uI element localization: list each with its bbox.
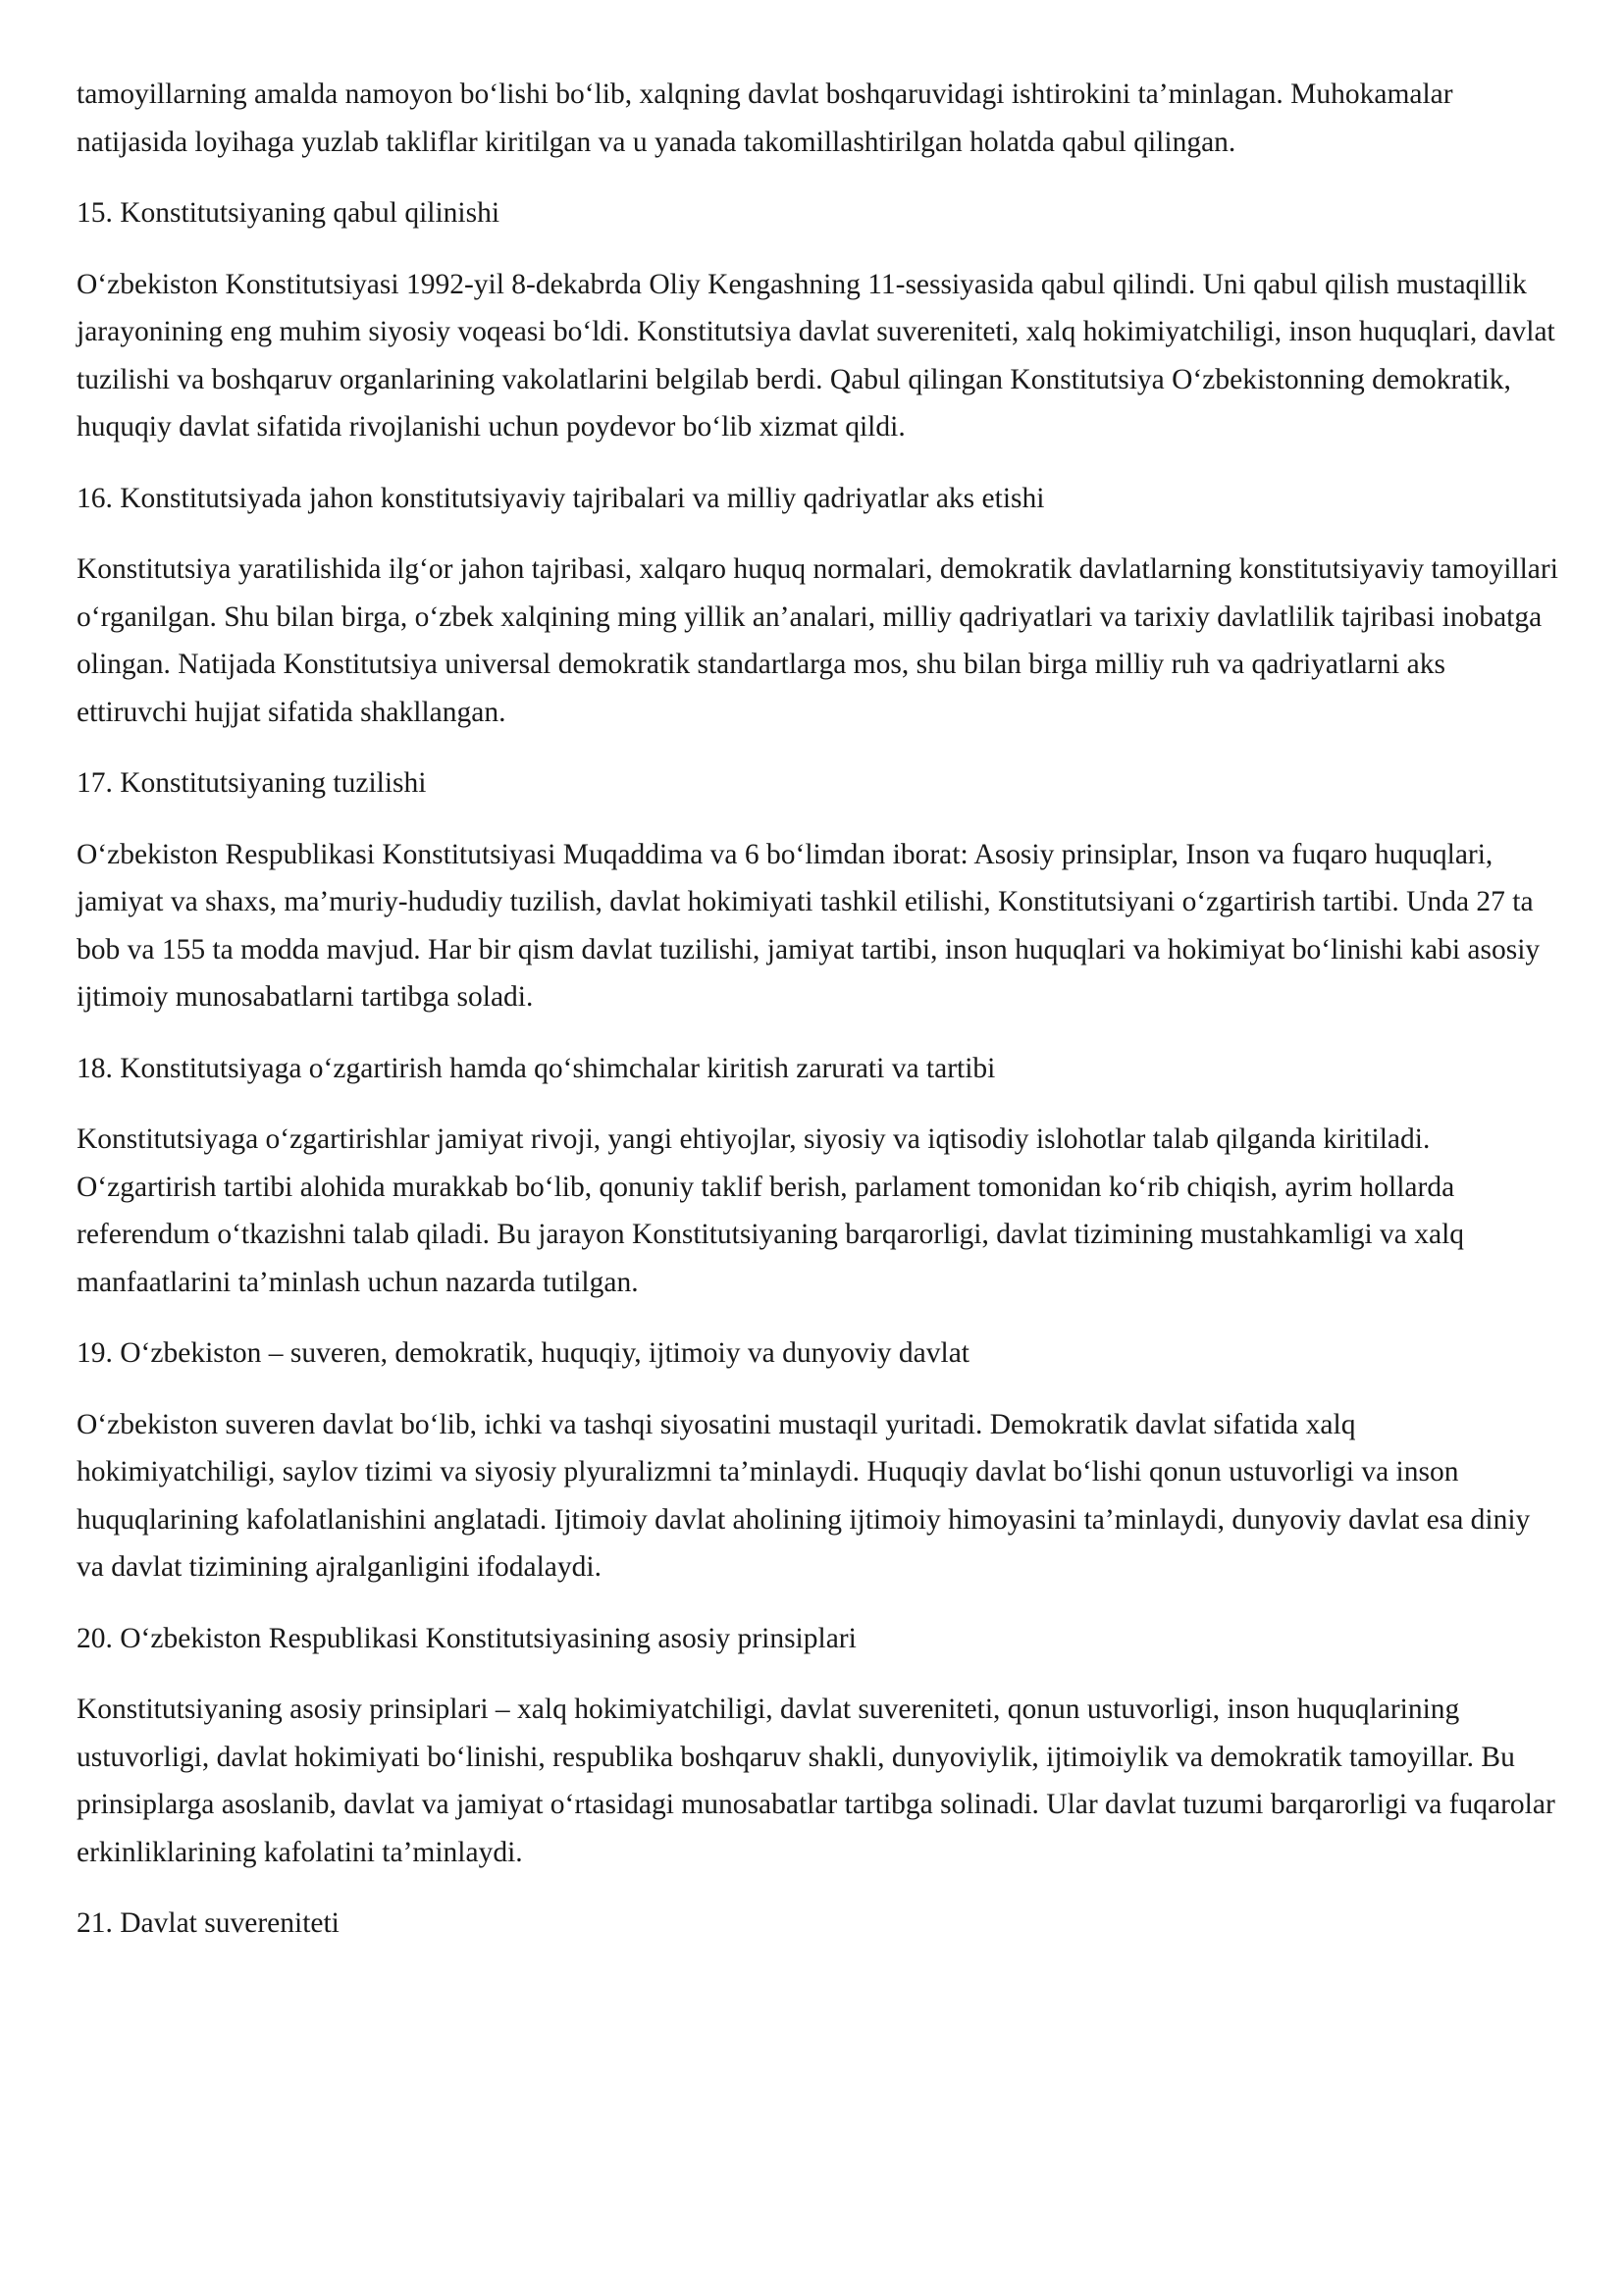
section-18 (77, 1045, 1558, 1307)
section-paragraph: O‘zbekiston Respublikasi Konstitutsiyasi Muqaddima va 6 bo‘limdan iborat: Asosiy prinsiplar, Inson va fuqaro huquqlari, jamiyat va shaxs, ma’muriy-hududiy tuzilish, davlat hokimiyati tashkil etilishi, Konstitutsiyani o‘zgartirish tartibi. Unda 27 ta bob va 155 ta modda mavjud. Har bir qism davlat tuzilishi, jamiyat tartibi, inson huquqlari va hokimiyat bo‘linishi kabi asosiy ijtimoiy munosabatlarni tartibga soladi. (77, 838, 1541, 1013)
section-heading: 15. Konstitutsiyaning qabul qilinishi (77, 197, 500, 229)
section-heading: 20. O‘zbekiston Respublikasi Konstitutsiyasining asosiy prinsiplari (77, 1622, 857, 1654)
section-16 (77, 475, 1558, 737)
continuation-paragraph: tamoyillarning amalda namoyon bo‘lishi bo‘lib, xalqning davlat boshqaruvidagi ishtirokini ta’minlagan. Muhokamalar natijasida loyihaga yuzlab takliflar kiritilgan va u yanada takomillashtirilgan holatda qabul qilingan. (77, 78, 1453, 158)
section-heading: 19. O‘zbekiston – suveren, demokratik, huquqiy, ijtimoiy va dunyoviy davlat (77, 1337, 969, 1369)
section-paragraph: O‘zbekiston Konstitutsiyasi 1992-yil 8-dekabrda Oliy Kengashning 11-sessiyasida qabul qilindi. Uni qabul qilish mustaqillik jarayonining eng muhim siyosiy voqeasi bo‘ldi. Konstitutsiya davlat suvereniteti, xalq hokimiyatchiligi, inson huquqlari, davlat tuzilishi va boshqaruv organlarining vakolatlarini belgilab berdi. Qabul qilingan Konstitutsiya O‘zbekistonning demokratik, huquqiy davlat sifatida rivojlanishi uchun poydevor bo‘lib xizmat qildi. (77, 268, 1555, 443)
section-heading: 16. Konstitutsiyada jahon konstitutsiyaviy tajribalari va milliy qadriyatlar aks etishi (77, 482, 1045, 514)
document-page (77, 71, 1558, 1971)
section-paragraph: Konstitutsiyaga o‘zgartirishlar jamiyat rivoji, yangi ehtiyojlar, siyosiy va iqtisodiy islohotlar talab qilganda kiritiladi. O‘zgartirish tartibi alohida murakkab bo‘lib, qonuniy taklif berish, parlament tomonidan ko‘rib chiqish, ayrim hollarda referendum o‘tkazishni talab qiladi. Bu jarayon Konstitutsiyaning barqarorligi, davlat tizimining mustahkamligi va xalq manfaatlarini ta’minlash uchun nazarda tutilgan. (77, 1123, 1465, 1298)
section-heading: 17. Konstitutsiyaning tuzilishi (77, 767, 427, 799)
section-19 (77, 1330, 1558, 1591)
section-paragraph: Konstitutsiyaning asosiy prinsiplari – xalq hokimiyatchiligi, davlat suvereniteti, qonun ustuvorligi, inson huquqlarining ustuvorligi, davlat hokimiyati bo‘linishi, respublika boshqaruv shakli, dunyoviylik, ijtimoiylik va demokratik tamoyillar. Bu prinsiplarga asoslanib, davlat va jamiyat o‘rtasidagi munosabatlar tartibga solinadi. Ular davlat tuzumi barqarorligi va fuqarolar erkinliklarining kafolatini ta’minlaydi. (77, 1694, 1555, 1868)
section-15 (77, 189, 1558, 451)
section-17 (77, 759, 1558, 1021)
section-heading: 21. Davlat suvereniteti (77, 1907, 340, 1939)
section-paragraph: Konstitutsiya yaratilishida ilg‘or jahon tajribasi, xalqaro huquq normalari, demokratik davlatlarning konstitutsiyaviy tamoyillari o‘rganilgan. Shu bilan birga, o‘zbek xalqining ming yillik an’analari, milliy qadriyatlari va tarixiy davlatlilik tajribasi inobatga olingan. Natijada Konstitutsiya universal demokratik standartlarga mos, shu bilan birga milliy ruh va qadriyatlarni aks ettiruvchi hujjat sifatida shakllangan. (77, 553, 1558, 728)
section-20 (77, 1615, 1558, 1877)
section-paragraph: O‘zbekiston suveren davlat bo‘lib, ichki va tashqi siyosatini mustaqil yuritadi. Demokratik davlat sifatida xalq hokimiyatchiligi, saylov tizimi va siyosiy plyuralizmni ta’minlaydi. Huquqiy davlat bo‘lishi qonun ustuvorligi va inson huquqlarining kafolatlanishini anglatadi. Ijtimoiy davlat aholining ijtimoiy himoyasini ta’minlaydi, dunyoviy davlat esa diniy va davlat tizimining ajralganligini ifodalaydi. (77, 1408, 1531, 1583)
section-21 (77, 1900, 1558, 1948)
section-heading: 18. Konstitutsiyaga o‘zgartirish hamda qo‘shimchalar kiritish zarurati va tartibi (77, 1052, 996, 1084)
